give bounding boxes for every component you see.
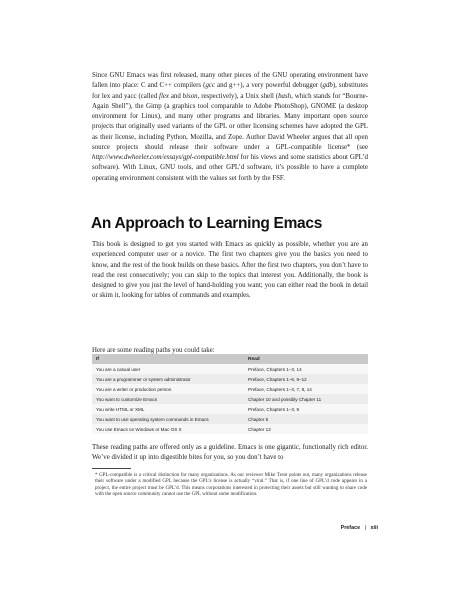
table-cell-read: Preface, Chapters 1–3, 14 [244, 364, 368, 374]
text-run: for his views and some statistics about GPL’d software). With Linux, GNU tools, and other GPL’d software, it’s possible to have a complete operating environment consistent with the values set forth by the FSF. [92, 154, 368, 182]
page-footer [330, 525, 378, 531]
table-cell-if: You want to customize Emacs [92, 394, 244, 404]
table-row [92, 424, 368, 434]
table-cell-if: You are a casual user [92, 364, 244, 374]
table-row [92, 404, 368, 414]
table-cell-read: Preface, Chapters 1–3, 9 [244, 404, 368, 414]
footer-separator: | [364, 525, 366, 531]
paragraph-reading-paths-intro: Here are some reading paths you could take: [92, 347, 215, 354]
table-header-row [92, 354, 368, 364]
footer-section-label: Preface [340, 525, 361, 531]
table-row [92, 384, 368, 394]
table-cell-if: You use Emacs on Windows or Mac OS X [92, 424, 244, 434]
text-run: and g++), a very powerful debugger ( [215, 82, 323, 90]
footnote: * GPL-compatible is a critical distinction for many organizations. As our reviewer Mike Trent points out, many organizations release their software under a modified GPL because the GPL’s license is actually “viral.” That is, if one line of GPL’d code appears in a project, the entire project must be GPL’d. This means corporations interested in protecting their assets but still wanting to share code with the open source community cannot use the GPL without some modification. [95, 473, 367, 497]
table-row [92, 394, 368, 404]
text-run: Since GNU Emacs was first released, many other pieces of the GNU operating environment have fallen into place: C and C++ compilers ( [92, 72, 368, 90]
paragraph-approach: This book is designed to get you started with Emacs as quickly as possible, whether you are an experienced computer user or a novice. The first two chapters give you the basics you need to know, and the rest of the book builds on these basics. After the first two chapters, you don’t have to read the rest consecutively; you can skip to the topics that interest you. Additionally, the book is designed to give you just the level of hand-holding you want; you can either read the book in detail or skim it, looking for tables of commands and examples. [92, 241, 368, 300]
text-run-italic: flex [159, 92, 169, 100]
text-run-italic: bash [278, 92, 292, 100]
url-link[interactable]: http://www.dwheeler.com/essays/gpl-compatible.html [92, 154, 239, 161]
text-run: , which stands for “Bourne-Again Shell”), the Gimp (a graphics tool comparable to Adobe PhotoShop), GNOME (a desktop environment for Linux), and many other programs and libraries. Many important open source projects that originally used variants of the GPL or other licensing schemes have adopted the GPL as their license, including Python, Mozilla, and Zope. Author David Wheeler argues that all open source projects should release their software under a GPL-compatible license* (see [92, 92, 368, 151]
table-row [92, 414, 368, 424]
table-row [92, 364, 368, 374]
text-run-italic: gdb [322, 82, 333, 90]
table-header-read: Read [244, 354, 368, 364]
text-run: ), substitutes for lex and yacc (called [92, 82, 368, 100]
section-heading: An Approach to Learning Emacs [91, 215, 323, 232]
table-cell-read: Preface, Chapters 1–5, 9–12 [244, 374, 368, 384]
text-run: , respectively), a Unix shell ( [197, 92, 279, 100]
page-number: xiii [370, 525, 378, 531]
table-cell-read: Chapter 5 [244, 414, 368, 424]
text-run-italic: gcc [205, 82, 215, 90]
table-cell-if: You write HTML or XML [92, 404, 244, 414]
table-header-if: If [92, 354, 244, 364]
reading-paths-table [92, 354, 368, 434]
paragraph-gnu-history [92, 71, 368, 184]
table-cell-if: You are a writer or production person [92, 384, 244, 394]
table-cell-read: Chapter 10 and possibly Chapter 11 [244, 394, 368, 404]
text-run-italic: bison [182, 92, 198, 100]
table-cell-if: You are a programmer or system administrator [92, 374, 244, 384]
table-cell-if: You want to use operating system commands in Emacs [92, 414, 244, 424]
footnote-divider [92, 468, 131, 469]
table-cell-read: Preface, Chapters 1–3, 7, 8, 14 [244, 384, 368, 394]
table-cell-read: Chapter 13 [244, 424, 368, 434]
table-row [92, 374, 368, 384]
paragraph-guideline: These reading paths are offered only as a guideline. Emacs is one gigantic, functionally rich editor. We’ve divided it up into digestible bites for you, so you don’t have to [92, 444, 368, 462]
text-run: and [169, 92, 183, 100]
